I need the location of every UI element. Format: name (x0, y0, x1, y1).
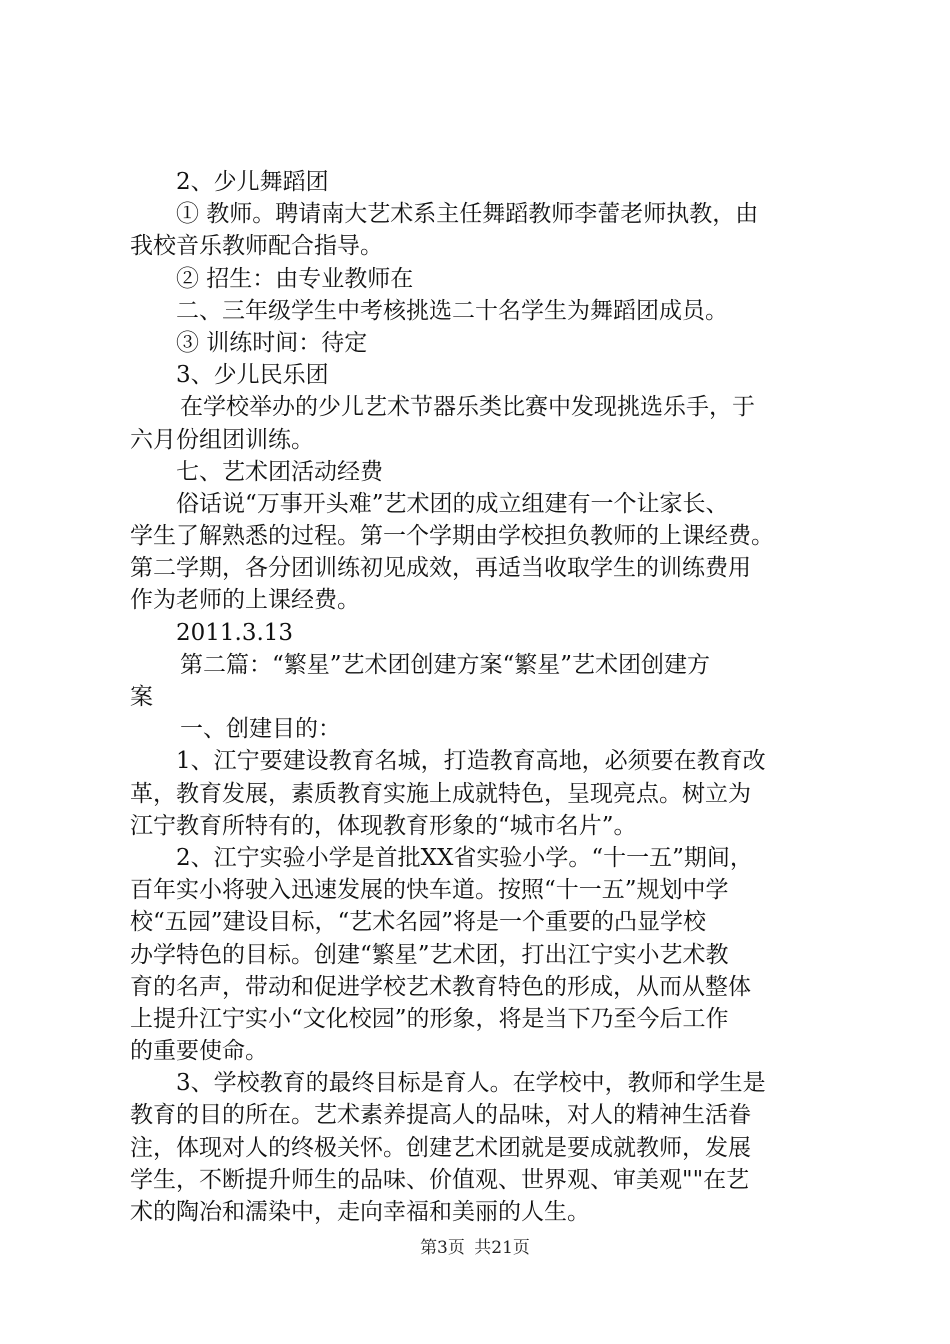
paragraph-line: 2、少儿舞蹈团 (176, 169, 329, 195)
paragraph-line: ③ 训练时间：待定 (176, 329, 368, 356)
paragraph-line: 的重要使命。 (130, 1038, 268, 1065)
paragraph-line: 2、江宁实验小学是首批XX省实验小学。“十一五”期间， (176, 844, 753, 871)
paragraph-line: 作为老师的上课经费。 (130, 587, 360, 614)
paragraph-line: 1、江宁要建设教育名城，打造教育高地，必须要在教育改 (176, 748, 766, 775)
paragraph-line: 我校音乐教师配合指导。 (130, 233, 383, 260)
paragraph-line: 教育的目的所在。艺术素养提高人的品味，对人的精神生活眷 (130, 1102, 751, 1129)
paragraph-line: 一、创建目的： (180, 716, 341, 743)
page-footer (0, 1233, 950, 1258)
paragraph-line: ② 招生：由专业教师在 (176, 265, 414, 292)
paragraph-line: 江宁教育所特有的，体现教育形象的“城市名片”。 (130, 812, 637, 839)
paragraph-line: 注，体现对人的终极关怀。创建艺术团就是要成就教师，发展 (130, 1134, 751, 1161)
paragraph-line: 六月份组团训练。 (130, 426, 314, 453)
paragraph-line: 第二学期，各分团训练初见成效，再适当收取学生的训练费用 (130, 555, 751, 582)
paragraph-line: 七、艺术团活动经费 (176, 458, 383, 485)
page-number: 第3页 (420, 1238, 465, 1258)
paragraph-line: 学生，不断提升师生的品味、价值观、世界观、审美观""在艺 (130, 1166, 750, 1193)
paragraph-line: 育的名声，带动和促进学校艺术教育特色的形成，从而从整体 (130, 973, 751, 1000)
paragraph-line: 革，教育发展，素质教育实施上成就特色，呈现亮点。树立为 (130, 780, 751, 807)
paragraph-line: 上提升江宁实小“文化校园”的形象，将是当下乃至今后工作 (130, 1005, 729, 1032)
paragraph-line: ① 教师。聘请南大艺术系主任舞蹈教师李蕾老师执教，由 (176, 201, 759, 228)
paragraph-line: 第二篇：“繁星”艺术团创建方案“繁星”艺术团创建方 (180, 651, 711, 678)
page-total: 共21页 (474, 1238, 530, 1258)
paragraph-line: 案 (130, 684, 153, 710)
paragraph-line: 俗话说“万事开头难”艺术团的成立组建有一个让家长、 (176, 490, 729, 517)
paragraph-line: 学生了解熟悉的过程。第一个学期由学校担负教师的上课经费。 (130, 523, 774, 550)
paragraph-line: 办学特色的目标。创建“繁星”艺术团，打出江宁实小艺术教 (130, 941, 729, 968)
paragraph-line: 百年实小将驶入迅速发展的快车道。按照“十一五”规划中学 (130, 877, 729, 904)
paragraph-line: 校“五园”建设目标，“艺术名园”将是一个重要的凸显学校 (130, 909, 707, 936)
paragraph-line: 3、学校教育的最终目标是育人。在学校中，教师和学生是 (176, 1070, 766, 1097)
paragraph-line: 3、少儿民乐团 (176, 362, 329, 389)
paragraph-line: 2011.3.13 (176, 619, 294, 646)
document-body (130, 166, 830, 1228)
paragraph-line: 二、三年级学生中考核挑选二十名学生为舞蹈团成员。 (176, 297, 728, 324)
paragraph-line: 在学校举办的少儿艺术节器乐类比赛中发现挑选乐手，于 (180, 394, 755, 421)
paragraph-line: 术的陶冶和濡染中，走向幸福和美丽的人生。 (130, 1199, 590, 1225)
